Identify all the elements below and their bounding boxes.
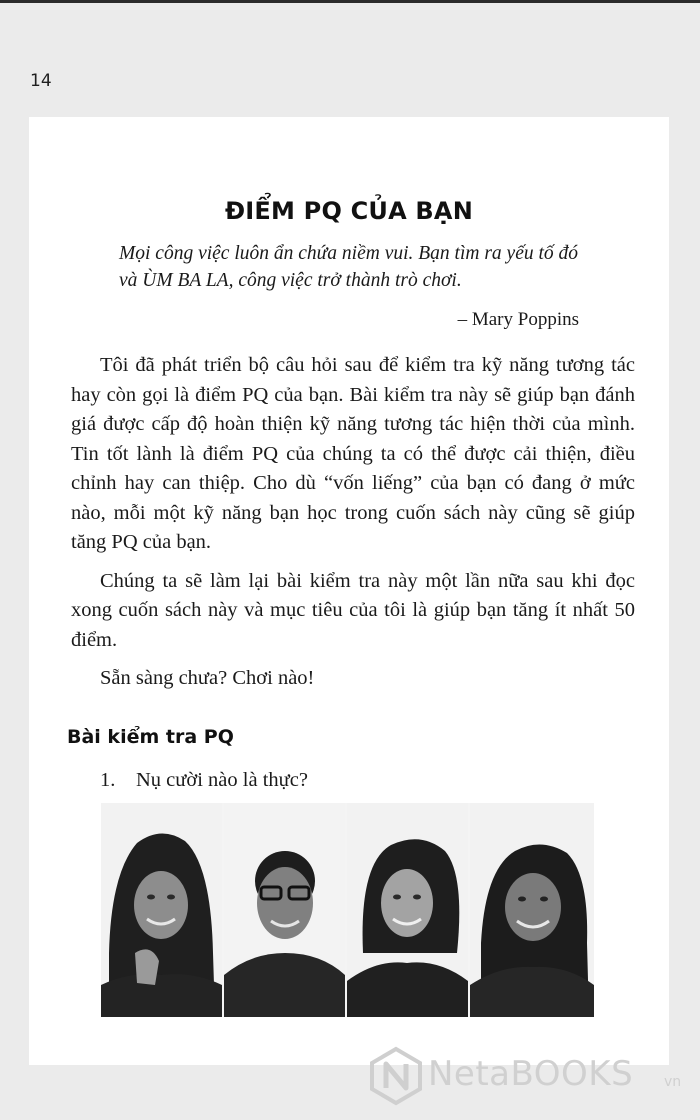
book-page xyxy=(29,117,669,1065)
paragraph: Tôi đã phát triển bộ câu hỏi sau để kiểm tra kỹ năng tương tác hay còn gọi là điểm PQ của bạn. Bài kiểm tra này sẽ giúp bạn đánh giá được cấp độ hoàn thiện kỹ năng tương tác hiện thời của mình. Tin tốt lành là điểm PQ của chúng ta có thể được cải thiện, điều chỉnh hay can thiệp. Cho dù “vốn liếng” của bạn có đang ở mức nào, mỗi một kỹ năng bạn học trong cuốn sách này cũng sẽ giúp tăng PQ của bạn. xyxy=(71,354,635,553)
smile-photo-4 xyxy=(470,803,594,1017)
paragraph: Chúng ta sẽ làm lại bài kiểm tra này một lần nữa sau khi đọc xong cuốn sách này và mục tiêu của tôi là giúp bạn tăng ít nhất 50 điểm. xyxy=(71,569,635,651)
smile-photo-1 xyxy=(101,803,222,1017)
smile-photos xyxy=(101,803,594,1017)
page-number: 14 xyxy=(30,71,52,91)
question-item xyxy=(100,769,308,792)
netabooks-logo-icon xyxy=(366,1046,426,1106)
smile-photo-3 xyxy=(347,803,468,1017)
watermark-brand: NetaBOOKS xyxy=(428,1054,634,1094)
question-text: Nụ cười nào là thực? xyxy=(136,769,308,791)
epigraph-quote: Mọi công việc luôn ẩn chứa niềm vui. Bạn tìm ra yếu tố đó và ÙM BA LA, công việc trở thành trò chơi. xyxy=(119,243,579,291)
body-text xyxy=(71,351,635,703)
chapter-title: ĐIỂM PQ CỦA BẠN xyxy=(224,197,473,225)
smile-photo-2 xyxy=(224,803,345,1017)
watermark xyxy=(366,1046,686,1108)
top-rule xyxy=(0,0,700,3)
question-number: 1. xyxy=(100,769,116,791)
paragraph: Sẵn sàng chưa? Chơi nào! xyxy=(100,667,315,689)
section-heading: Bài kiểm tra PQ xyxy=(67,726,234,748)
watermark-suffix: vn xyxy=(664,1074,682,1090)
epigraph-author: – Mary Poppins xyxy=(457,309,579,330)
